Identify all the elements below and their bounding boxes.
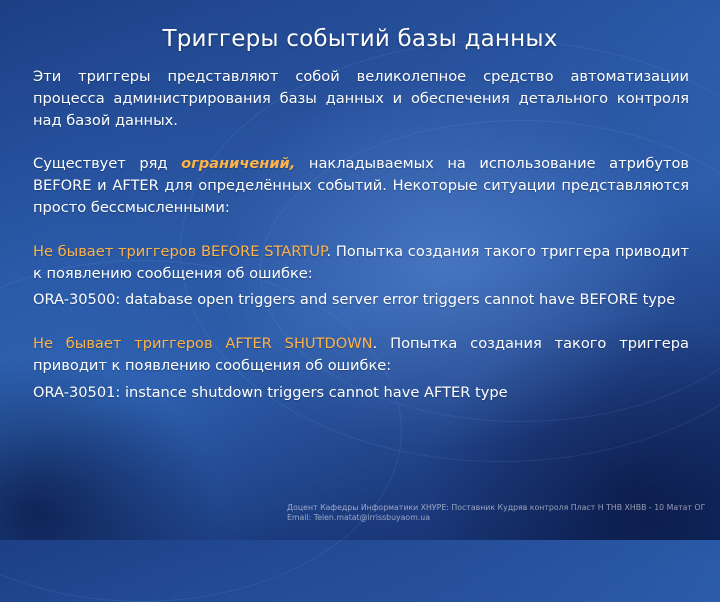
before-startup-text: . Попытка создания такого триггера приводит к появлению сообщения об ошибке: [33, 242, 689, 282]
before-startup-rule [33, 241, 689, 285]
limitations-paragraph [33, 153, 689, 218]
slide-title: Триггеры событий базы данных [162, 26, 558, 52]
limitations-highlight: ограничений, [181, 155, 296, 173]
slide-body [33, 66, 689, 404]
after-shutdown-text: . Попытка создания такого триггера приводит к появлению сообщения об ошибке: [33, 335, 689, 374]
before-startup-lead: Не бывает триггеров BEFORE STARTUP [33, 242, 327, 260]
footer-email: Email: Telen.matat@irrissbuyaom.ua [287, 513, 430, 522]
after-shutdown-rule [33, 333, 689, 377]
footer-author: Доцент Кафедры Информатики ХНУРЕ: Поставник Кудряв контроля Пласт Н ТНВ ХНВВ - 10 Матат ОГ [287, 503, 706, 512]
intro-paragraph: Эти триггеры представляют собой великолепное средство автоматизации процесса администрирования базы данных и обеспечения детального контроля над базой данных. [33, 68, 689, 129]
limitations-rest: накладываемых на использование атрибутов BEFORE и AFTER для определённых событий. Некоторые ситуации представляются просто бессмысленными: [33, 155, 689, 216]
after-shutdown-error: ORA-30501: instance shutdown triggers cannot have AFTER type [33, 383, 508, 401]
after-shutdown-lead: Не бывает триггеров AFTER SHUTDOWN [33, 335, 373, 353]
limitations-lead: Существует ряд [33, 155, 182, 173]
before-startup-error: ORA-30500: database open triggers and server error triggers cannot have BEFORE type [33, 291, 676, 309]
slide-footer [287, 503, 707, 523]
